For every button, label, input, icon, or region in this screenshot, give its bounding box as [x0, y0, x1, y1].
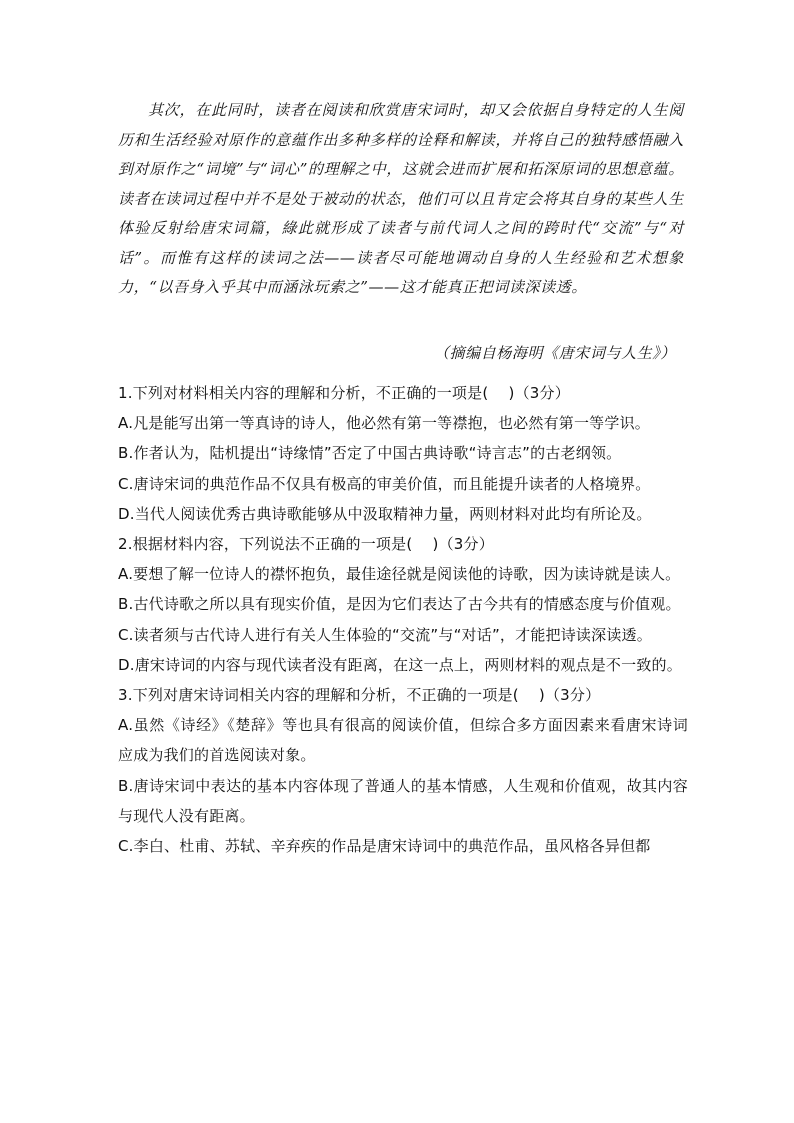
option-b: B.唐诗宋词中表达的基本内容体现了普通人的基本情感，人生观和价值观，故其内容与现代人没有距离。: [118, 776, 688, 825]
question-list: [118, 378, 688, 861]
option-a: A.要想了解一位诗人的襟怀抱负，最佳途径就是阅读他的诗歌，因为读诗就是读人。: [118, 565, 681, 584]
option-b: B.作者认为，陆机提出“诗缘情”否定了中国古典诗歌“诗言志”的古老纲领。: [118, 444, 622, 463]
question-1: [118, 378, 688, 529]
question-stem: 2.根据材料内容，下列说法不正确的一项是( )（3分）: [118, 535, 494, 554]
passage-source: （摘编自杨海明《唐宋词与人生》）: [433, 344, 676, 362]
passage-paragraph: 其次，在此同时，读者在阅读和欣赏唐宋词时，却又会依据自身特定的人生阅历和生活经验对原作的意蕴作出多种多样的诠释和解读，并将自己的独特感悟融入到对原作之“词境”与“词心”的理解之中，这就会进而扩展和拓深原词的思想意蕴。读者在读词过程中并不是处于被动的状态，他们可以且肯定会将其自身的某些人生体验反射给唐宋词篇，綠此就形成了读者与前代词人之间的跨时代“交流”与“对话”。而惟有这样的读词之法——读者尽可能地调动自身的人生经验和艺术想象力，“以吾身入乎其中而涵泳玩索之”——这才能真正把词读深读透。: [118, 101, 684, 296]
option-d: D.当代人阅读优秀古典诗歌能够从中汲取精神力量，两则材料对此均有所论及。: [118, 504, 652, 523]
option-b: B.古代诗歌之所以具有现实价值，是因为它们表达了古今共有的情感态度与价值观。: [118, 595, 681, 614]
option-c: C.读者须与古代诗人进行有关人生体验的“交流”与“对话”，才能把诗读深读透。: [118, 625, 652, 644]
question-2: [118, 529, 688, 680]
option-a: A.虽然《诗经》《楚辞》等也具有很高的阅读价值，但综合多方面因素来看唐宋诗词应成为我们的首选阅读对象。: [118, 716, 688, 765]
question-3: [118, 680, 688, 861]
option-a: A.凡是能写出第一等真诗的诗人，他必然有第一等襟抱，也必然有第一等学识。: [118, 414, 650, 433]
option-c: C.唐诗宋词的典范作品不仅具有极高的审美价值，而且能提升读者的人格境界。: [118, 474, 651, 493]
question-stem: 3.下列对唐宋诗词相关内容的理解和分析，不正确的一项是( )（3分）: [118, 686, 601, 705]
option-d: D.唐宋诗词的内容与现代读者没有距离，在这一点上，两则材料的观点是不一致的。: [118, 655, 682, 674]
option-c: C.李白、杜甫、苏轼、辛弃疾的作品是唐宋诗词中的典范作品，虽风格各异但都: [118, 837, 651, 856]
question-stem: 1.下列对材料相关内容的理解和分析，不正确的一项是( )（3分）: [118, 384, 570, 402]
